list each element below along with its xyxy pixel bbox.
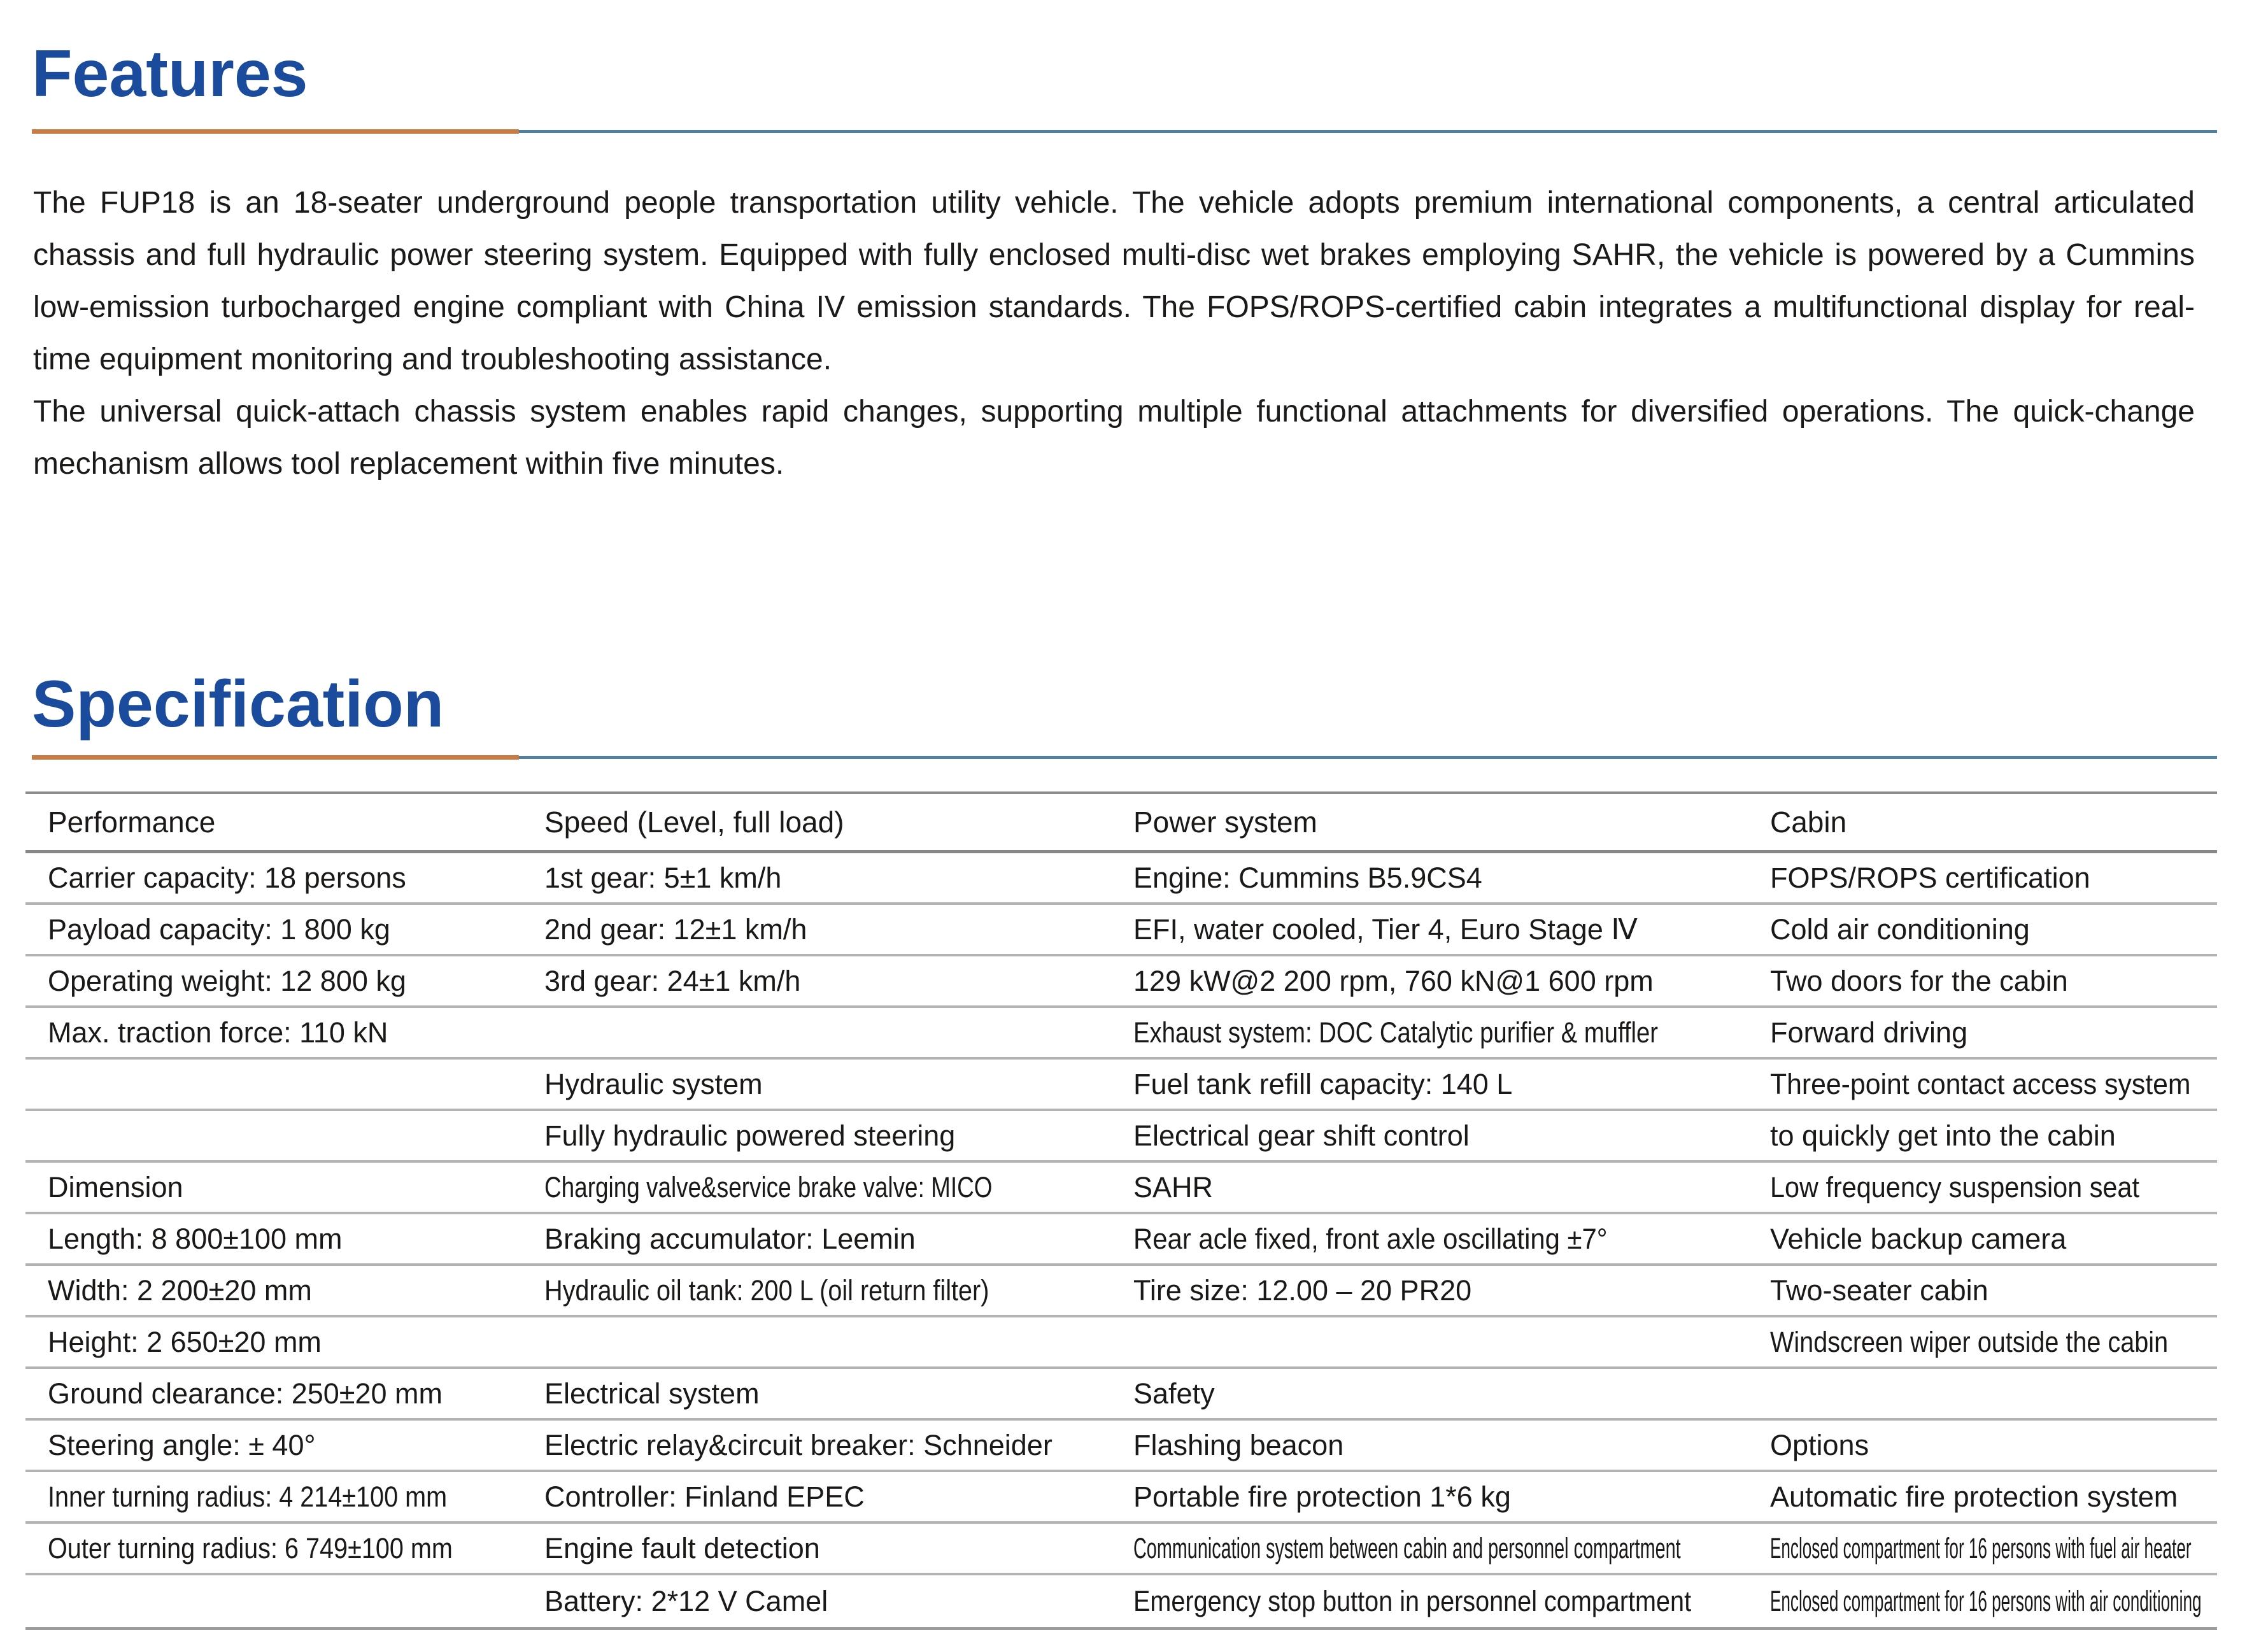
- table-cell: Electrical system: [544, 1377, 760, 1410]
- table-row: [25, 956, 2217, 1008]
- table-cell: Two-seater cabin: [1770, 1274, 1988, 1307]
- table-cell: Steering angle: ± 40°: [48, 1428, 316, 1461]
- table-cell: [522, 1274, 1111, 1307]
- table-header-cell: Performance: [48, 805, 216, 839]
- table-cell: Battery: 2*12 V Camel: [544, 1584, 828, 1617]
- specification-table: [25, 791, 2217, 1630]
- table-cell: Electrical gear shift control: [1133, 1119, 1470, 1152]
- table-cell: Height: 2 650±20 mm: [48, 1325, 322, 1358]
- table-cell-text: Windscreen wiper outside the cabin: [1770, 1325, 2169, 1358]
- table-cell: Width: 2 200±20 mm: [48, 1274, 312, 1307]
- table-cell: Operating weight: 12 800 kg: [48, 964, 406, 997]
- table-cell: [1111, 1532, 1748, 1565]
- table-cell-text: Communication system between cabin and personnel compartment: [1133, 1531, 1681, 1565]
- table-cell: Vehicle backup camera: [1770, 1222, 2067, 1255]
- table-cell: Carrier capacity: 18 persons: [48, 861, 406, 894]
- table-row: [25, 1369, 2217, 1421]
- table-row: [25, 1111, 2217, 1163]
- table-row: [25, 905, 2217, 956]
- table-cell: Engine: Cummins B5.9CS4: [1133, 861, 1482, 894]
- table-cell: Automatic fire protection system: [1770, 1480, 2178, 1513]
- table-header-cell: Speed (Level, full load): [544, 805, 844, 839]
- table-cell: 1st gear: 5±1 km/h: [544, 861, 782, 894]
- table-cell: [1748, 1171, 2217, 1204]
- table-cell-text: Low frequency suspension seat: [1770, 1170, 2139, 1203]
- table-cell: Portable fire protection 1*6 kg: [1133, 1480, 1511, 1513]
- table-cell: SAHR: [1133, 1170, 1214, 1203]
- features-section-title: Features: [32, 37, 308, 111]
- table-cell-text: Three-point contact access system: [1770, 1067, 2191, 1100]
- table-cell: Two doors for the cabin: [1770, 964, 2068, 997]
- table-cell: Dimension: [48, 1170, 183, 1203]
- specification-accent-underline: [32, 755, 519, 760]
- table-cell: FOPS/ROPS certification: [1770, 861, 2090, 894]
- table-row: [25, 1060, 2217, 1111]
- table-cell: to quickly get into the cabin: [1770, 1119, 2116, 1152]
- table-cell-text: Inner turning radius: 4 214±100 mm: [48, 1480, 448, 1513]
- specification-underline-extension: [519, 756, 2217, 759]
- table-row: [25, 1421, 2217, 1472]
- features-underline-extension: [519, 130, 2217, 133]
- features-text-block: [33, 177, 2195, 490]
- table-cell: [25, 1480, 522, 1514]
- table-row: [25, 1472, 2217, 1524]
- table-cell-text: Charging valve&service brake valve: MICO: [544, 1170, 993, 1203]
- features-accent-underline: [32, 129, 519, 134]
- table-cell: Tire size: 12.00 – 20 PR20: [1133, 1274, 1472, 1307]
- table-cell: 2nd gear: 12±1 km/h: [544, 912, 807, 946]
- table-cell: Forward driving: [1770, 1016, 1968, 1049]
- table-cell: [1111, 1016, 1748, 1049]
- table-cell: [522, 1171, 1111, 1204]
- table-cell: Electric relay&circuit breaker: Schneider: [544, 1428, 1052, 1461]
- table-cell: Length: 8 800±100 mm: [48, 1222, 343, 1255]
- table-cell: Payload capacity: 1 800 kg: [48, 912, 390, 946]
- table-cell: Braking accumulator: Leemin: [544, 1222, 916, 1255]
- table-cell: [1111, 1223, 1748, 1256]
- table-cell-text: Exhaust system: DOC Catalytic purifier & muffler: [1133, 1016, 1659, 1049]
- table-cell: Cold air conditioning: [1770, 912, 2030, 946]
- table-header-cell: Power system: [1133, 805, 1317, 839]
- table-row: [25, 1524, 2217, 1575]
- table-cell: [1748, 1068, 2217, 1101]
- table-row: [25, 1008, 2217, 1060]
- table-cell: Hydraulic system: [544, 1067, 763, 1100]
- table-cell-text: Enclosed compartment for 16 persons with fuel air heater: [1770, 1531, 2192, 1565]
- table-row: [25, 1163, 2217, 1214]
- table-cell: Max. traction force: 110 kN: [48, 1016, 388, 1049]
- table-cell: [1748, 1326, 2217, 1359]
- table-cell: EFI, water cooled, Tier 4, Euro Stage Ⅳ: [1133, 913, 1638, 946]
- table-cell: [25, 1532, 522, 1565]
- table-row: [25, 1266, 2217, 1317]
- table-row: [25, 1317, 2217, 1369]
- table-row: [25, 1214, 2217, 1266]
- table-row: [25, 853, 2217, 905]
- specification-section-title: Specification: [32, 667, 444, 741]
- table-cell: Engine fault detection: [544, 1531, 820, 1565]
- table-cell: 3rd gear: 24±1 km/h: [544, 964, 801, 997]
- table-cell: [1748, 1532, 2217, 1565]
- table-header-cell: Cabin: [1770, 805, 1847, 839]
- table-cell: 129 kW@2 200 rpm, 760 kN@1 600 rpm: [1133, 964, 1654, 997]
- table-cell: Fully hydraulic powered steering: [544, 1119, 956, 1152]
- table-cell: [1748, 1585, 2217, 1618]
- table-cell: Ground clearance: 250±20 mm: [48, 1377, 443, 1410]
- features-paragraph-1: The FUP18 is an 18-seater underground people transportation utility vehicle. The vehicle adopts premium international components, a central articulated chassis and full hydraulic power steering system. Equipped with fully enclosed multi-disc wet brakes employing SAHR, the vehicle is powered by a Cummins low-emission turbocharged engine compliant with China IV emission standards. The FOPS/ROPS-certified cabin integrates a multifunctional display for real-time equipment monitoring and troubleshooting assistance.: [33, 186, 2195, 376]
- table-cell: Options: [1770, 1428, 1869, 1461]
- table-cell: Controller: Finland EPEC: [544, 1480, 865, 1513]
- table-header-row: [25, 794, 2217, 853]
- table-cell-text: Emergency stop button in personnel compartment: [1133, 1584, 1692, 1617]
- table-cell: [1111, 1585, 1748, 1618]
- table-row: [25, 1575, 2217, 1627]
- features-paragraph-2: The universal quick-attach chassis system enables rapid changes, supporting multiple functional attachments for diversified operations. The quick-change mechanism allows tool replacement within five minutes.: [33, 395, 2195, 481]
- table-cell-text: Enclosed compartment for 16 persons with air conditioning: [1770, 1584, 2202, 1617]
- table-cell: Safety: [1133, 1377, 1215, 1410]
- table-cell-text: Rear acle fixed, front axle oscillating ±7°: [1133, 1222, 1608, 1255]
- table-cell: Flashing beacon: [1133, 1428, 1344, 1461]
- table-cell-text: Outer turning radius: 6 749±100 mm: [48, 1531, 453, 1565]
- table-cell-text: Hydraulic oil tank: 200 L (oil return filter): [544, 1274, 989, 1307]
- table-cell: Fuel tank refill capacity: 140 L: [1133, 1067, 1513, 1100]
